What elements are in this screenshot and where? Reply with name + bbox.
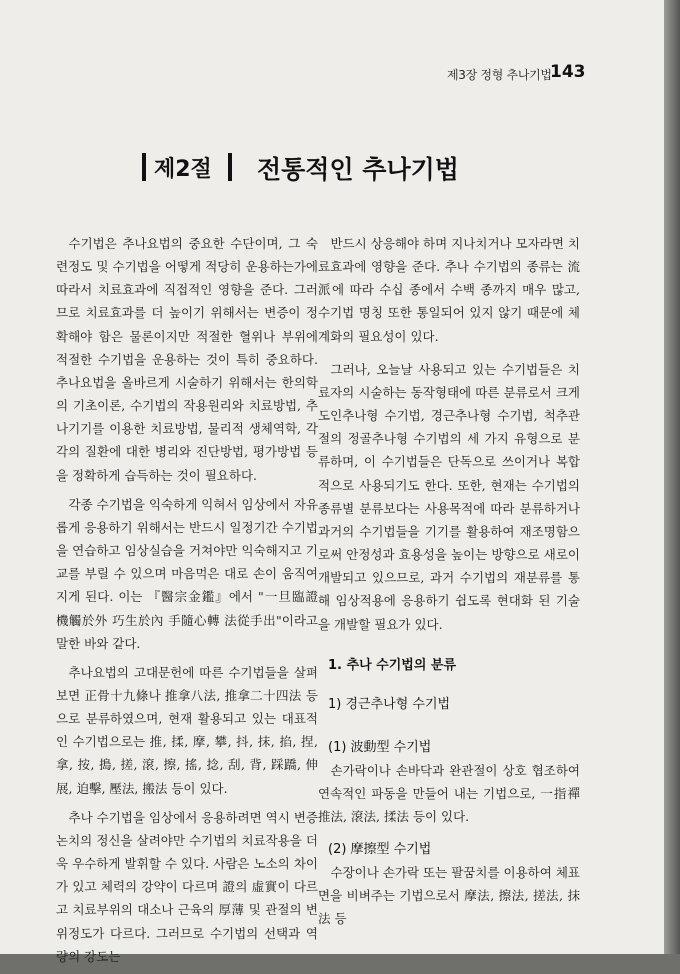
body-paragraph: 반드시 상응해야 하며 지나치거나 모자라면 치료효과에 영향을 준다. 추나 수기법의 종류는 流派에 따라 수십 종에서 수백 종까지 매우 많고, 수기법 명칭 또한 통일되어 있지 않기 때문에 체계화의 필요성이 있다. <box>318 236 580 344</box>
right-column <box>318 232 580 941</box>
page-number: 143 <box>550 62 586 82</box>
left-column <box>56 232 318 974</box>
page-edge-shadow <box>664 0 680 954</box>
body-paragraph: 수장이나 손가락 또는 팔꿈치를 이용하여 체표면을 비벼주는 기법으로서 摩法, 擦法, 搓法, 抹法 등 <box>318 865 580 927</box>
subsubsection-title: 1) 경근추나형 수기법 <box>328 696 451 712</box>
section-heading <box>132 148 532 186</box>
body-paragraph: 추나 수기법을 임상에서 응용하려면 역시 변증논치의 정신을 살려야만 수기법의 치료작용을 더욱 우수하게 발휘할 수 있다. 사람은 노소의 차이가 있고 체력의 강약이 다르며 證의 虛實이 다르고 치료부위의 대소나 근육의 厚薄 및 관절의 변위정도가 다르다. 그러므로 수기법의 선택과 역량의 강도는 <box>56 809 318 964</box>
item-title: (2) 摩擦型 수기법 <box>328 842 432 858</box>
heading-bar-right <box>228 153 232 181</box>
body-paragraph: 그러나, 오늘날 사용되고 있는 수기법들은 치료자의 시술하는 동작형태에 따른 분류로서 크게 도인추나형 수기법, 경근추나형 수기법, 척추관절의 정골추나형 수기법의 세 가지 유형으로 분류하며, 이 수기법들은 단독으로 쓰이거나 복합적으로 사용되기도 한다. 또한, 현재는 수기법의 종류별 분류보다는 사용목적에 따라 분류하거나 과거의 수기법들을 기기를 활용하여 재조명함으로써 안정성과 효용성을 높이는 방향으로 새로이 개발되고 있으므로, 과거 수기법의 재분류를 통해 임상적용에 응용하기 쉽도록 현대화 된 기술을 개발할 필요가 있다. <box>318 361 580 632</box>
section-title: 전통적인 추나기법 <box>257 155 459 184</box>
running-head: 제3장 정형 추나기법 <box>447 68 552 82</box>
body-paragraph: 각종 수기법을 익숙하게 익혀서 임상에서 자유롭게 응용하기 위해서는 반드시 일정기간 수기법을 연습하고 임상실습을 거쳐야만 익숙해지고 기교를 부릴 수 있으며 마음먹은 대로 손이 움직여지게 된다. 이는 『醫宗金鑑』에서 "一旦臨證 機觸於外 巧生於內 手隨心轉 法從手出"이라고 말한 바와 같다. <box>56 496 318 651</box>
section-number: 제2절 <box>154 157 212 182</box>
subsection-title: 1. 추나 수기법의 분류 <box>328 657 457 673</box>
body-paragraph: 수기법은 추나요법의 중요한 수단이며, 그 숙련정도 및 수기법을 어떻게 적당히 운용하는가에 따라서 치료효과에 직접적인 영향을 준다. 그러므로 치료효과를 더 높이기 위해서는 변증이 정확해야 함은 물론이지만 적절한 혈위나 부위에 적절한 수기법을 운용하는 것이 특히 중요하다. 추나요법을 올바르게 시술하기 위해서는 한의학의 기초이론, 수기법의 작용원리와 치료방법, 추나기기를 이용한 치료방법, 물리적 생체역학, 각각의 질환에 대한 병리와 진단방법, 평가방법 등을 정확하게 습득하는 것이 필요하다. <box>56 236 318 483</box>
heading-bar-left <box>142 153 146 181</box>
body-paragraph: 추나요법의 고대문헌에 따른 수기법들을 살펴보면 正骨十九條나 推拿八法, 推拿二十四法 등으로 분류하였으며, 현재 활용되고 있는 대표적인 수기법으로는 推, 揉, 摩, 攀, 抖, 抹, 掐, 捏, 拿, 按, 搗, 搓, 滾, 擦, 搖, 捻, 刮, 背, 踩蹻, 伸展, 迫擊, 壓法, 搬法 등이 있다. <box>56 664 318 796</box>
body-paragraph: 손가락이나 손바닥과 완관절이 상호 협조하여 연속적인 파동을 만들어 내는 기법으로, 一指禪推法, 滾法, 揉法 등이 있다. <box>318 762 580 824</box>
item-title: (1) 波動型 수기법 <box>328 739 432 755</box>
